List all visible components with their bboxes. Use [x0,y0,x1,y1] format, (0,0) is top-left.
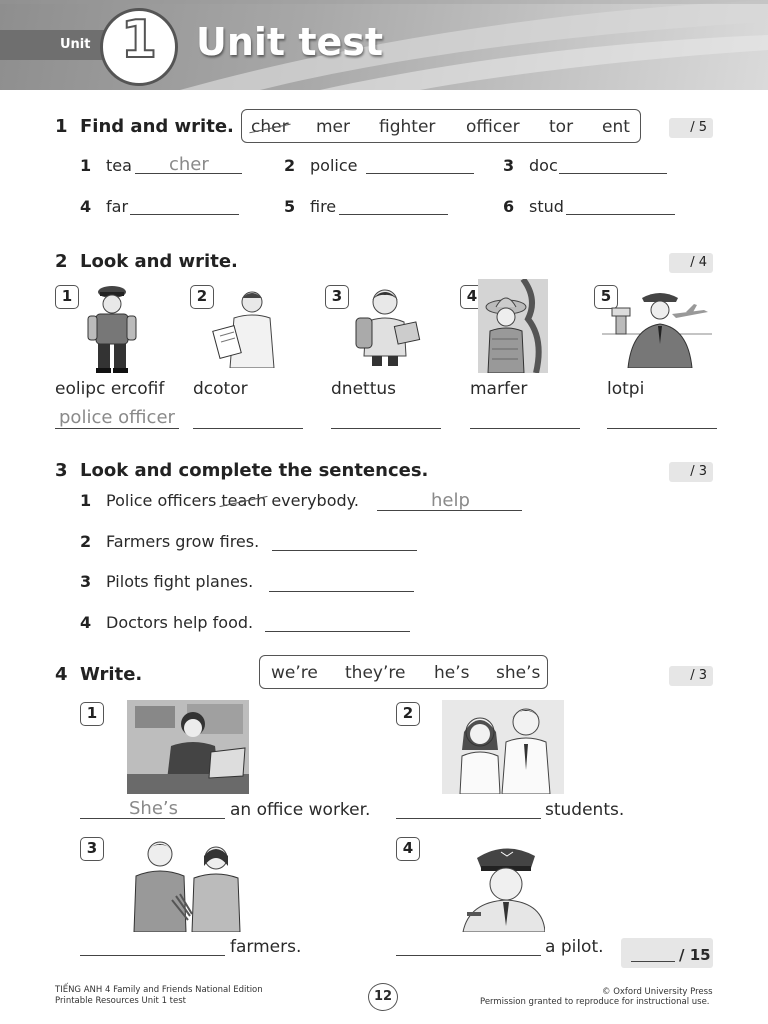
section-1-title: Find and write. [80,116,234,137]
sentence: Doctors help food. [106,613,254,632]
farmers-illustration [130,836,246,932]
answer-line[interactable] [265,631,410,632]
footer-resource-label: Printable Resources Unit 1 test [55,996,186,1006]
sentence-ending: a pilot. [545,937,604,957]
crossed-out-word: teach [221,491,267,510]
section-2-title: Look and write. [80,251,238,272]
sentence: Farmers grow fires. [106,532,260,551]
answer-line[interactable] [339,214,448,215]
sentence-ending: students. [545,800,625,820]
picture-number-badge: 1 [55,285,79,309]
answer-line[interactable] [377,510,522,511]
word-box-item: fighter [379,117,436,137]
page-number: 12 [368,983,398,1011]
example-answer: She’s [129,798,179,819]
picture-number-badge: 1 [80,702,104,726]
item-text: doc [529,156,558,175]
word-box-item: they’re [345,663,406,683]
picture-number-badge: 5 [594,285,618,309]
page-title: Unit test [196,20,384,64]
section-3-title: Look and complete the sentences. [80,460,429,481]
sentence: Police officers teach everybody. [106,491,359,510]
answer-line[interactable] [396,955,541,956]
farmer-illustration [478,279,548,373]
answer-line[interactable] [269,591,414,592]
scrambled-word: marfer [470,379,528,399]
picture-number-badge: 4 [396,837,420,861]
section-1-number: 1 [55,116,68,137]
item-number: 4 [80,613,92,632]
word-box-item: cher [251,117,289,137]
item-text: police [310,156,358,175]
item-number: 1 [80,156,92,175]
section-3-number: 3 [55,460,68,481]
word-box-item: mer [316,117,351,137]
scrambled-word: lotpi [607,379,645,399]
total-score: / 15 [679,946,711,964]
item-text: stud [529,197,564,216]
sentence: Pilots fight planes. [106,572,254,591]
answer-line[interactable] [80,818,225,819]
item-number: 3 [80,572,92,591]
answer-line[interactable] [272,550,417,551]
answer-line[interactable] [193,428,303,429]
answer-line[interactable] [470,428,580,429]
footer-book-title: TIẾNG ANH 4 Family and Friends National Edition [55,985,263,995]
item-number: 1 [80,491,92,510]
word-box-item: he’s [434,663,470,683]
example-answer: police officer [59,407,175,428]
answer-line[interactable] [366,173,474,174]
pilot-illustration [602,284,712,368]
item-text: far [106,197,129,216]
section-3-score: / 3 [669,462,713,482]
item-number: 2 [284,156,296,175]
section-2-number: 2 [55,251,68,272]
item-number: 6 [503,197,515,216]
footer-permission: Permission granted to reproduce for instructional use. [480,997,710,1007]
unit-number: 1 [120,10,158,70]
section-4-title: Write. [80,664,143,685]
answer-line[interactable] [80,955,225,956]
item-number: 2 [80,532,92,551]
answer-line[interactable] [331,428,441,429]
word-box-item: tor [549,117,574,137]
answer-line[interactable] [559,173,667,174]
page-header [0,0,768,90]
word-box-item: ent [602,117,630,137]
sentence-ending: farmers. [230,937,302,957]
section-4-number: 4 [55,664,68,685]
section-1-word-box [241,109,641,143]
example-answer: cher [169,154,209,175]
scrambled-word: dcotor [193,379,248,399]
picture-number-badge: 3 [325,285,349,309]
example-answer: help [431,490,470,511]
section-2-score: / 4 [669,253,713,273]
answer-line[interactable] [566,214,675,215]
pilot-illustration [455,840,545,932]
office-worker-illustration [127,700,249,794]
picture-number-badge: 4 [460,285,484,309]
word-box-item: she’s [496,663,541,683]
picture-number-badge: 3 [80,837,104,861]
scrambled-word: dnettus [331,379,396,399]
item-text: fire [310,197,337,216]
answer-line[interactable] [55,428,179,429]
unit-label: Unit [60,37,91,52]
section-1-score: / 5 [669,118,713,138]
answer-line[interactable] [607,428,717,429]
sentence-ending: an office worker. [230,800,371,820]
footer-copyright: © Oxford University Press [602,987,713,997]
item-text: tea [106,156,132,175]
picture-number-badge: 2 [396,702,420,726]
student-illustration [352,286,422,368]
item-number: 5 [284,197,296,216]
section-4-score: / 3 [669,666,713,686]
answer-line[interactable] [130,214,239,215]
picture-number-badge: 2 [190,285,214,309]
word-box-item: we’re [271,663,318,683]
answer-line[interactable] [396,818,541,819]
item-number: 4 [80,197,92,216]
word-box-item: officer [466,117,520,137]
police-officer-illustration [82,282,142,374]
total-score-line[interactable] [631,961,675,962]
scrambled-word: eolipc ercofif [55,379,165,399]
students-illustration [442,700,564,794]
doctor-illustration [212,288,282,368]
item-number: 3 [503,156,515,175]
